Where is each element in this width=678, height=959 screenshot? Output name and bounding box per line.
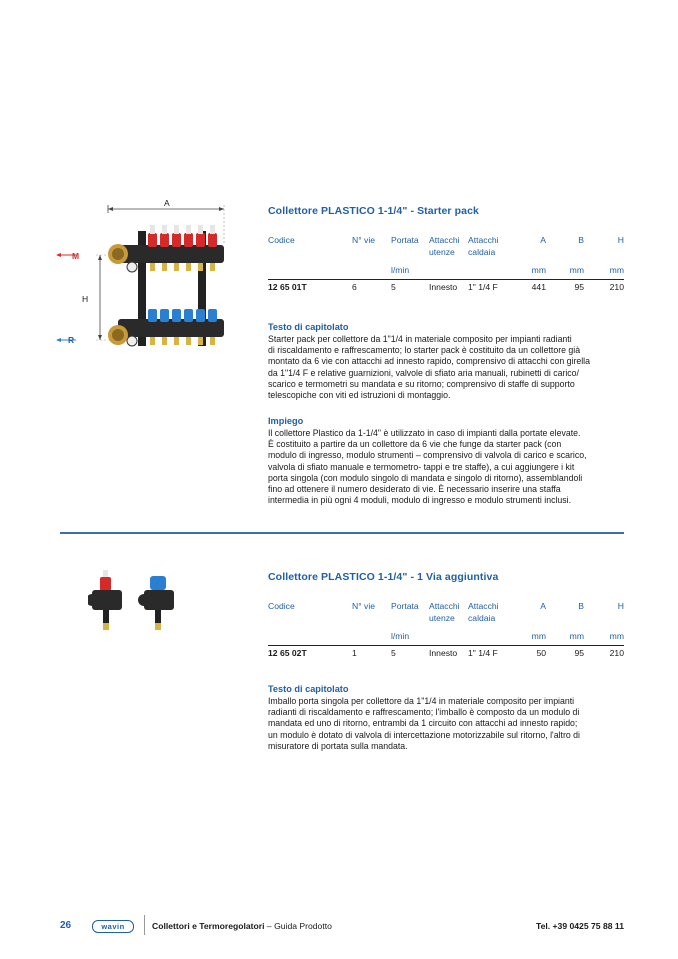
manifold-illustration — [56, 195, 236, 355]
col-header-caldaia-2: caldaia — [468, 613, 496, 623]
product-title: Collettore PLASTICO 1-1/4" - 1 Via aggiuntiva — [268, 571, 499, 583]
text-line: un modulo è dotato di valvola di intercettazione motorizzabile sul ritorno, l'altro di — [268, 729, 580, 740]
unit-h: mm — [609, 265, 624, 275]
unit-b: mm — [569, 631, 584, 641]
col-header-utenze-2: utenze — [429, 613, 455, 623]
cell-b: 95 — [574, 648, 584, 658]
cell-codice: 12 65 01T — [268, 282, 307, 292]
testo-capitolato-heading: Testo di capitolato — [268, 684, 349, 694]
module-illustration — [88, 568, 188, 632]
text-line: montato da 6 vie con attacchi ad innesto rapido, comprensivo di attacchi con girella — [268, 356, 590, 367]
text-line: fino ad ottenere il numero desiderato di vie. È necessario inserire una staffa — [268, 484, 561, 495]
col-header-codice: Codice — [268, 601, 295, 611]
doc-title-rest: – Guida Prodotto — [264, 921, 332, 931]
cell-h: 210 — [609, 282, 624, 292]
cell-a: 50 — [536, 648, 546, 658]
col-header-h: H — [617, 235, 624, 245]
text-line: modulo di ingresso, modulo strumenti – comprensivo di valvola di carico e scarico, — [268, 450, 587, 461]
text-line: Il collettore Plastico da 1-1/4" è utilizzato in caso di impianti dalla portate elevate. — [268, 428, 581, 438]
text-line: scarico e termometri su mandata e su ritorno; comprensivo di staffe di supporto — [268, 378, 575, 389]
text-line: radianti di riscaldamento e raffrescamento; l'imballo è composto da un modulo di — [268, 707, 580, 718]
spec-table — [268, 235, 624, 296]
table-row — [268, 645, 624, 662]
product-title: Collettore PLASTICO 1-1/4" - Starter pack — [268, 205, 479, 217]
footer-separator — [144, 915, 145, 935]
col-header-a: A — [540, 235, 546, 245]
impiego-text — [268, 428, 624, 506]
table-row — [268, 279, 624, 296]
spec-table — [268, 601, 624, 662]
cell-vie: 6 — [352, 282, 357, 292]
cell-portata: 5 — [391, 282, 396, 292]
col-header-codice: Codice — [268, 235, 295, 245]
testo-capitolato-text — [268, 334, 624, 401]
text-line: Imballo porta singola per collettore da 1"1/4 in materiale composito per impianti — [268, 696, 575, 706]
cell-utenze: Innesto — [429, 648, 458, 658]
testo-capitolato-text — [268, 696, 624, 752]
dim-label-h: H — [82, 294, 89, 304]
page-number: 26 — [60, 920, 72, 931]
col-header-caldaia-2: caldaia — [468, 247, 496, 257]
unit-a: mm — [531, 631, 546, 641]
text-line: da 1"1/4 F e relative guarnizioni, valvole di sfiato aria manuali, rubinetti di carico/ — [268, 367, 579, 378]
cell-codice: 12 65 02T — [268, 648, 307, 658]
text-line: porta singola (con modulo singolo di mandata e singolo di ritorno), assemblandoli — [268, 472, 583, 483]
testo-capitolato-heading: Testo di capitolato — [268, 322, 349, 332]
dim-label-m: M — [72, 251, 80, 261]
col-header-vie: N° vie — [352, 235, 376, 245]
cell-b: 95 — [574, 282, 584, 292]
col-header-vie: N° vie — [352, 601, 376, 611]
text-line: intermedia in più ogni 4 moduli, modulo di ingresso e modulo strumenti inclusi. — [268, 495, 572, 506]
unit-b: mm — [569, 265, 584, 275]
col-header-h: H — [617, 601, 624, 611]
text-line: Starter pack per collettore da 1"1/4 in materiale composito per impianti radianti — [268, 334, 572, 344]
dim-label-a: A — [164, 198, 170, 208]
cell-caldaia: 1" 1/4 F — [468, 648, 498, 658]
col-header-b: B — [578, 601, 584, 611]
col-header-caldaia: Attacchi — [468, 235, 499, 245]
col-header-caldaia: Attacchi — [468, 601, 499, 611]
col-header-portata: Portata — [391, 601, 419, 611]
text-line: misuratore di portata sulla mandata. — [268, 740, 408, 751]
unit-portata: l/min — [391, 265, 410, 275]
text-line: mandata ed uno di ritorno, entrambi da 1 circuito con attacchi ad innesto rapido; — [268, 718, 578, 729]
unit-portata: l/min — [391, 631, 410, 641]
cell-utenze: Innesto — [429, 282, 458, 292]
section-divider — [60, 532, 624, 534]
col-header-b: B — [578, 235, 584, 245]
impiego-heading: Impiego — [268, 416, 304, 426]
cell-caldaia: 1" 1/4 F — [468, 282, 498, 292]
unit-a: mm — [531, 265, 546, 275]
doc-title-bold: Collettori e Termoregolatori — [152, 921, 265, 931]
col-header-portata: Portata — [391, 235, 419, 245]
text-line: valvola di sfiato manuale e termometro- tappi e tre staffe), a cui aggiungere i kit — [268, 461, 575, 472]
text-line: telescopiche con viti ed istruzioni di montaggio. — [268, 390, 451, 401]
col-header-utenze: Attacchi — [429, 235, 460, 245]
cell-h: 210 — [609, 648, 624, 658]
col-header-utenze-2: utenze — [429, 247, 455, 257]
text-line: È costituito a partire da un collettore da 6 vie che funge da starter pack (con — [268, 439, 562, 450]
cell-portata: 5 — [391, 648, 396, 658]
phone-number: Tel. +39 0425 75 88 11 — [535, 921, 624, 931]
col-header-utenze: Attacchi — [429, 601, 460, 611]
unit-h: mm — [609, 631, 624, 641]
text-line: di riscaldamento e raffrescamento; lo starter pack è costituito da un collettore già — [268, 345, 581, 356]
col-header-a: A — [540, 601, 546, 611]
wavin-logo: wavin — [92, 920, 134, 933]
cell-vie: 1 — [352, 648, 357, 658]
cell-a: 441 — [531, 282, 546, 292]
doc-title — [152, 921, 332, 931]
page-footer — [60, 915, 624, 937]
dim-label-r: R — [68, 335, 75, 345]
